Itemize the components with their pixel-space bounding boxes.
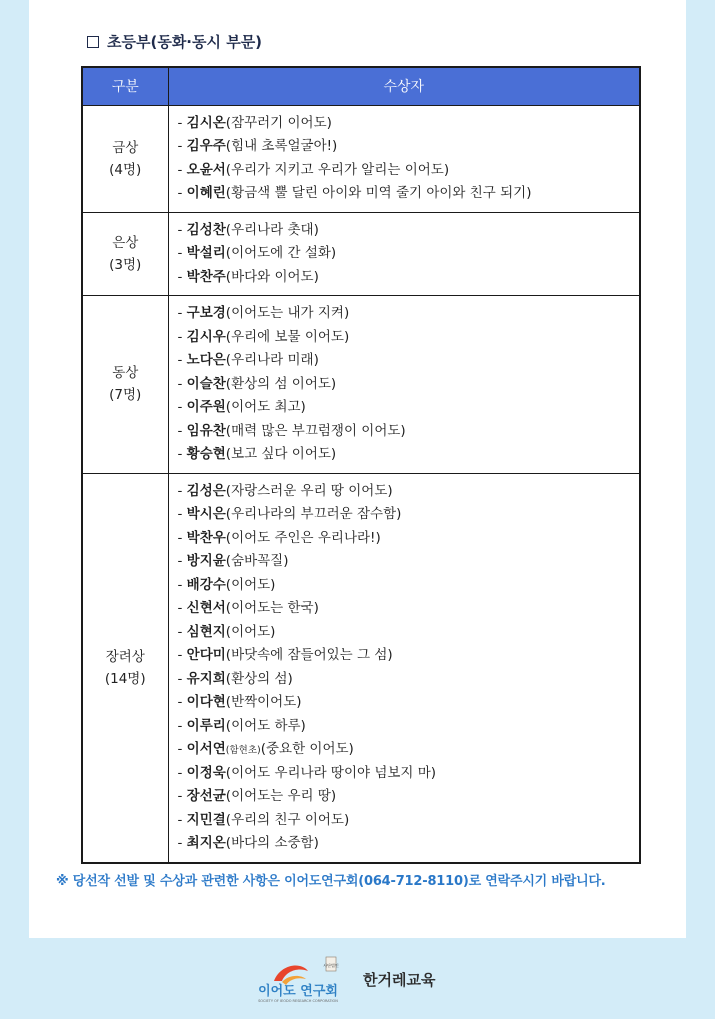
table-header-row [82,67,640,105]
table-row [82,473,640,863]
work-title: (이어도는 한국) [225,600,319,616]
award-category: 장려상 [105,648,145,665]
work-title: (우리나라의 부끄러운 잠수함) [225,506,402,522]
winner-name: 방지윤 [186,553,226,569]
svg-text:SOCIETY OF IEODO RESEARCH CORP: SOCIETY OF IEODO RESEARCH CORPORATION [258,999,338,1003]
work-title: (이어도는 우리 땅) [225,788,337,804]
award-count: (3명) [109,256,142,273]
svg-text:사단법인: 사단법인 [323,963,339,968]
list-item: - 이혜린(황금색 뿔 달린 아이와 미역 줄기 아이와 친구 되기) [177,185,532,201]
winner-name: 이주원 [186,399,226,415]
section-title-text: 초등부(동화·동시 부문) [107,33,263,51]
list-item: - 구보경(이어도는 내가 지켜) [177,305,350,321]
winner-name: 황승현 [186,446,226,462]
winner-name: 심현지 [186,623,226,640]
list-item: - 오윤서(우리가 지키고 우리가 알리는 이어도) [177,161,450,178]
winner-name: 지민결 [186,811,226,828]
table-row [82,212,640,296]
winner-name: 김시우 [186,328,226,345]
winner-name: 김시온 [186,114,226,131]
award-count: (14명) [104,670,146,687]
list-item: - 임유찬(매력 많은 부끄럼쟁이 이어도) [177,422,406,439]
checkbox-icon [87,36,99,48]
winner-name: 유지희 [186,670,226,687]
work-title: (이어도 우리나라 땅이야 넘보지 마) [225,764,437,781]
work-title: (숨바꼭질) [225,553,289,569]
winner-list-cell [168,473,640,863]
winner-name: 이루리 [186,717,226,734]
winner-name: 박찬우 [186,529,226,546]
ieodo-society-logo [252,955,344,1003]
work-title: (이어도 하루) [225,717,306,734]
list-item: - 이정욱(이어도 우리나라 땅이야 넘보지 마) [177,764,437,781]
list-item: - 이서연(함현초)(중요한 이어도) [177,741,354,757]
work-title: (우리에 보물 이어도) [225,328,350,345]
work-title: (잠꾸러기 이어도) [225,114,332,131]
work-title: (환상의 섬) [225,670,293,687]
work-title: (이어도) [225,576,276,593]
list-item: - 김우주(힘내 초록얼굴아!) [177,138,338,154]
winner-name: 구보경 [186,305,226,321]
list-item: - 방지윤(숨바꼭질) [177,553,289,569]
award-count: (4명) [109,161,142,178]
winner-name: 안다미 [186,647,226,663]
work-title: (이어도에 간 설화) [225,245,337,261]
list-item: - 김성찬(우리나라 촛대) [177,221,319,238]
work-title: (황금색 뿔 달린 아이와 미역 줄기 아이와 친구 되기) [225,185,532,201]
work-title: (자랑스러운 우리 땅 이어도) [225,482,393,499]
award-count: (7명) [109,387,142,404]
contact-notice: ※ 당선작 선발 및 수상과 관련한 사항은 이어도연구회(064-712-8110)로 연락주시기 바랍니다. [56,874,606,889]
winner-name: 이혜린 [186,185,226,201]
award-category: 금상 [112,139,139,156]
award-category: 은상 [112,234,139,251]
footer [0,955,715,1005]
winner-name: 김성은 [186,482,226,499]
list-item: - 박찬주(바다와 이어도) [177,268,319,285]
award-category-cell [82,296,168,474]
winner-name: 임유찬 [186,422,226,439]
list-item: - 김시온(잠꾸러기 이어도) [177,114,332,131]
winner-name: 김성찬 [186,221,226,238]
work-title: (우리나라 촛대) [225,221,319,238]
list-item: - 배강수(이어도) [177,576,276,593]
work-title: (매력 많은 부끄럼쟁이 이어도) [225,422,406,439]
winner-list-cell [168,105,640,212]
list-item: - 김성은(자랑스러운 우리 땅 이어도) [177,482,393,499]
list-item: - 최지온(바다의 소중함) [177,835,319,851]
work-title: (반짝이어도) [225,694,302,710]
winner-school-note: (함현초) [225,745,261,756]
winner-name: 박설리 [186,245,226,261]
list-item: - 박찬우(이어도 주인은 우리나라!) [177,529,381,546]
work-title: (우리의 친구 이어도) [225,811,350,828]
award-category-cell [82,212,168,296]
list-item: - 이루리(이어도 하루) [177,717,306,734]
winner-name: 장선균 [186,788,226,804]
list-item: - 황승현(보고 싶다 이어도) [177,446,337,462]
work-title: (중요한 이어도) [260,741,354,757]
work-title: (바닷속에 잠들어있는 그 섬) [225,647,393,663]
winner-name: 오윤서 [186,161,226,178]
work-title: (보고 싶다 이어도) [225,446,337,462]
list-item: - 장선균(이어도는 우리 땅) [177,788,337,804]
list-item: - 이주원(이어도 최고) [177,399,306,415]
winner-name: 신현서 [186,600,226,616]
section-title [87,31,262,52]
award-category: 동상 [112,365,139,382]
winner-name: 이서연 [186,741,226,757]
award-category-cell [82,473,168,863]
list-item: - 심현지(이어도) [177,623,276,640]
svg-text:이어도 연구회: 이어도 연구회 [258,984,338,999]
winner-name: 박시은 [186,506,226,522]
work-title: (이어도) [225,623,276,640]
table-row [82,105,640,212]
table-row [82,296,640,474]
work-title: (우리나라 미래) [225,352,319,368]
winner-name: 이다현 [186,694,226,710]
work-title: (우리가 지키고 우리가 알리는 이어도) [225,161,450,178]
work-title: (힘내 초록얼굴아!) [225,138,338,154]
winner-name: 김우주 [186,138,226,154]
list-item: - 김시우(우리에 보물 이어도) [177,328,350,345]
winner-name: 배강수 [186,576,226,593]
list-item: - 박시은(우리나라의 부끄러운 잠수함) [177,506,402,522]
winner-list-cell [168,296,640,474]
winner-name: 최지온 [186,835,226,851]
award-category-cell [82,105,168,212]
list-item: - 신현서(이어도는 한국) [177,600,319,616]
hankyoreh-education-logo: 한거레교육 [363,971,436,989]
winner-name: 박찬주 [186,268,226,285]
winner-name: 이슬찬 [186,375,226,392]
awards-table [81,66,641,864]
list-item: - 지민결(우리의 친구 이어도) [177,811,350,828]
work-title: (이어도 최고) [225,399,306,415]
winner-list-cell [168,212,640,296]
winner-name: 이정욱 [186,764,226,781]
list-item: - 노다은(우리나라 미래) [177,352,319,368]
header-winners: 수상자 [168,67,640,105]
winner-name: 노다은 [186,352,226,368]
header-category: 구분 [82,67,168,105]
table-body [82,105,640,863]
work-title: (이어도 주인은 우리나라!) [225,529,381,546]
list-item: - 이슬찬(환상의 섬 이어도) [177,375,337,392]
work-title: (바다의 소중함) [225,835,319,851]
list-item: - 박설리(이어도에 간 설화) [177,245,337,261]
list-item: - 이다현(반짝이어도) [177,694,302,710]
work-title: (이어도는 내가 지켜) [225,305,350,321]
work-title: (환상의 섬 이어도) [225,375,337,392]
work-title: (바다와 이어도) [225,268,319,285]
list-item: - 안다미(바닷속에 잠들어있는 그 섬) [177,647,393,663]
list-item: - 유지희(환상의 섬) [177,670,293,687]
